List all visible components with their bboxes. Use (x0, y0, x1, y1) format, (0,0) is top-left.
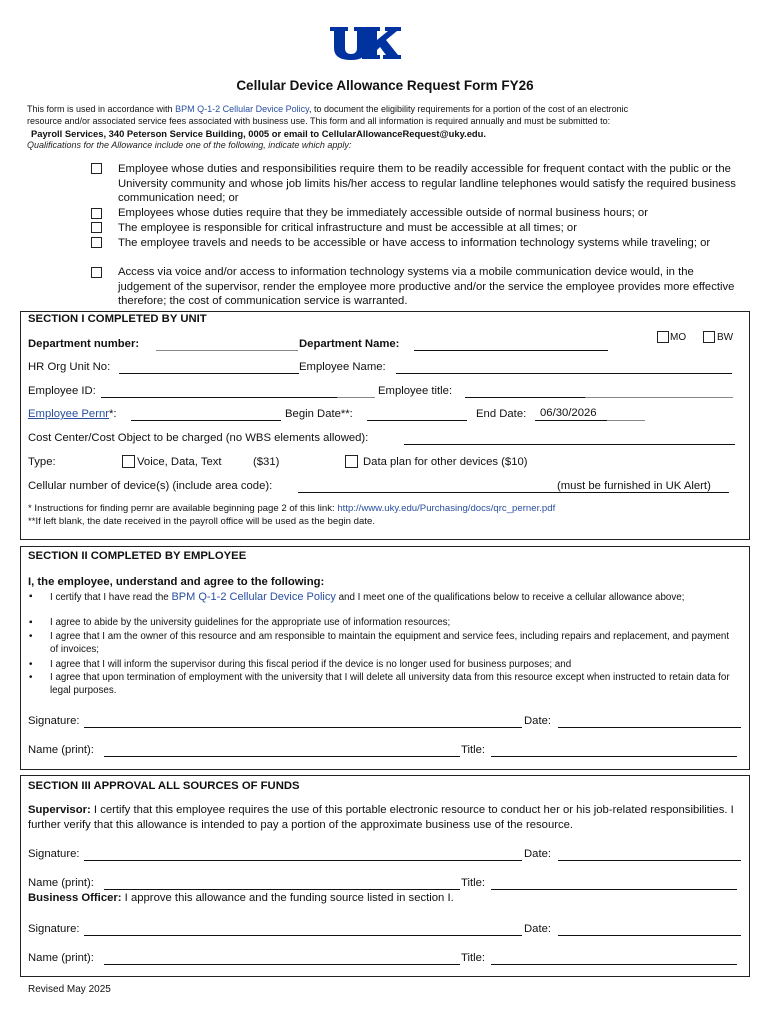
s3-supervisor-name-field[interactable] (104, 889, 460, 890)
bullet-5: I agree that upon termination of employment with the university that I will delete all university data from this resource except when instructed to retain data for legal purposes. (50, 672, 730, 696)
bw-checkbox[interactable] (703, 331, 715, 343)
s3-officer-date-field[interactable] (558, 935, 741, 936)
voice-data-text-amount: ($31) (253, 456, 280, 468)
business-officer-statement: Business Officer: I approve this allowance and the funding source listed in section I. (28, 892, 454, 904)
section-2-heading: I, the employee, understand and agree to the following: (28, 576, 325, 588)
bullet-marker-1: ▪ (29, 591, 33, 602)
begin-date-note: **If left blank, the date received in the payroll office will be used as the begin date. (28, 516, 376, 527)
s3-title2-label: Title: (461, 952, 486, 964)
s2-date-label: Date: (524, 715, 552, 727)
pernr-link[interactable]: Employee Pernr (28, 408, 109, 420)
cost-center-label: Cost Center/Cost Object to be charged (no WBS elements allowed): (28, 432, 369, 444)
employee-title-label: Employee title: (378, 385, 453, 397)
cell-number-field[interactable] (298, 492, 729, 493)
s2-signature-label: Signature: (28, 715, 80, 727)
qualification-3: The employee is responsible for critical infrastructure and must be accessible at all times; or (118, 222, 577, 234)
s3-supervisor-signature-field[interactable] (84, 860, 522, 861)
pernr-instructions-link[interactable]: http://www.uky.edu/Purchasing/docs/qrc_perner.pdf (337, 503, 556, 514)
dept-number-label: Department number: (28, 338, 140, 350)
end-date-label: End Date: (476, 408, 527, 420)
dept-name-field[interactable] (414, 350, 608, 351)
s3-signature2-label: Signature: (28, 923, 80, 935)
uk-logo (328, 24, 402, 62)
s3-supervisor-title-field[interactable] (491, 889, 737, 890)
qualifications-intro: Qualifications for the Allowance include one of the following, indicate which apply: (27, 140, 352, 150)
form-title: Cellular Device Allowance Request Form FY26 (236, 78, 534, 93)
qualification-5: Access via voice and/or access to information technology systems via a mobile communication device would, in the judgement of the supervisor, render the employee more productive and/or the service the employee provides more effective therefore; the cost of communication service is warranted. (118, 266, 735, 307)
bullet-marker-5: • (29, 672, 33, 683)
bullet-2: I agree to abide by the university guidelines for the appropriate use of information resources; (50, 617, 451, 628)
dept-number-field[interactable] (156, 350, 298, 351)
qualification-4: The employee travels and needs to be accessible or have access to information technology systems while traveling; or (118, 237, 711, 249)
bullet-marker-3: • (29, 631, 33, 642)
s2-name-label: Name (print): (28, 744, 94, 756)
s3-officer-title-field[interactable] (491, 964, 737, 965)
s2-name-field[interactable] (104, 756, 460, 757)
bullet-marker-4: • (29, 659, 33, 670)
mo-label: MO (670, 332, 687, 343)
begin-date-field[interactable] (367, 420, 467, 421)
bullet-4: I agree that I will inform the supervisor during this fiscal period if the device is no longer used for business purposes; and (50, 659, 572, 670)
s3-title-label: Title: (461, 877, 486, 889)
qualification-checkbox-4[interactable] (91, 237, 102, 248)
employee-id-field-ext (337, 397, 375, 398)
qualification-checkbox-5[interactable] (91, 267, 102, 278)
s3-officer-name-field[interactable] (104, 964, 460, 965)
data-plan-label: Data plan for other devices ($10) (363, 456, 528, 468)
employee-id-field[interactable] (101, 397, 337, 398)
qualification-checkbox-2[interactable] (91, 208, 102, 219)
s3-officer-signature-field[interactable] (84, 935, 522, 936)
end-date-field[interactable] (535, 420, 607, 421)
s3-name2-label: Name (print): (28, 952, 94, 964)
pernr-field[interactable] (131, 420, 281, 421)
end-date-value[interactable]: 06/30/2026 (540, 407, 597, 419)
revised-date: Revised May 2025 (28, 984, 111, 995)
supervisor-statement: Supervisor: I certify that this employee requires the use of this portable electronic resource to conduct her or his job-related responsibilities. I further verify that this allowance is intended to pay a portion of the approximate business use of the resource. (28, 804, 734, 831)
voice-data-text-label: Voice, Data, Text (137, 456, 222, 468)
employee-title-field-ext (585, 397, 733, 398)
employee-name-label: Employee Name: (299, 361, 386, 373)
hr-org-field[interactable] (119, 373, 299, 374)
end-date-field-ext (607, 420, 645, 421)
qualification-1: Employee whose duties and responsibilities require them to be readily accessible for frequent contact with the public or the University community and whose job limits his/her access to regular landline telephones would satisfy the required business communication need; or (118, 163, 736, 204)
s3-signature-label: Signature: (28, 848, 80, 860)
policy-link[interactable]: BPM Q-1-2 Cellular Device Policy (175, 104, 309, 114)
cost-center-field[interactable] (404, 444, 735, 445)
data-plan-checkbox[interactable] (345, 455, 358, 468)
intro-text: This form is used in accordance with BPM Q-1-2 Cellular Device Policy, to document the eligibility requirements for a portion of the cost of an electronic resource and/or associated service fees associated with business use. This form and all information is required annually and must be submitted to: (27, 104, 629, 126)
s2-date-field[interactable] (558, 727, 741, 728)
policy-link-2[interactable]: BPM Q-1-2 Cellular Device Policy (171, 591, 336, 603)
cell-number-note: (must be furnished in UK Alert) (557, 480, 711, 492)
voice-data-text-checkbox[interactable] (122, 455, 135, 468)
submission-address: Payroll Services, 340 Peterson Service Building, 0005 or email to CellularAllowanceRequest@uky.edu. (31, 128, 486, 139)
section-3-title: SECTION III APPROVAL ALL SOURCES OF FUNDS (28, 780, 300, 792)
dept-name-label: Department Name: (299, 338, 400, 350)
s3-date2-label: Date: (524, 923, 552, 935)
employee-title-field[interactable] (465, 397, 585, 398)
bullet-3: I agree that I am the owner of this resource and am responsible to maintain the equipment and service fees, including repairs and replacement, and payment of invoices; (50, 631, 730, 655)
pernr-label: Employee Pernr*: (28, 408, 117, 420)
s2-title-label: Title: (461, 744, 486, 756)
bullet-1: I certify that I have read the BPM Q-1-2 Cellular Device Policy and I meet one of the qualifications below to receive a cellular allowance above; (50, 591, 685, 603)
section-1-title: SECTION I COMPLETED BY UNIT (28, 313, 207, 325)
employee-id-label: Employee ID: (28, 385, 96, 397)
pernr-instructions-note: * Instructions for finding pernr are available beginning page 2 of this link: http://www.uky.edu/Purchasing/docs/qrc_perner.pdf (28, 503, 556, 514)
hr-org-label: HR Org Unit No: (28, 361, 111, 373)
s3-supervisor-date-field[interactable] (558, 860, 741, 861)
s3-date-label: Date: (524, 848, 552, 860)
qualification-2: Employees whose duties require that they be immediately accessible outside of normal business hours; or (118, 207, 648, 219)
mo-checkbox[interactable] (657, 331, 669, 343)
s2-signature-field[interactable] (84, 727, 522, 728)
qualification-checkbox-3[interactable] (91, 222, 102, 233)
qualification-checkbox-1[interactable] (91, 163, 102, 174)
s2-title-field[interactable] (491, 756, 737, 757)
employee-name-field[interactable] (396, 373, 732, 374)
section-2-title: SECTION II COMPLETED BY EMPLOYEE (28, 550, 247, 562)
begin-date-label: Begin Date**: (285, 408, 353, 420)
cell-number-label: Cellular number of device(s) (include area code): (28, 480, 273, 492)
s3-name-label: Name (print): (28, 877, 94, 889)
bullet-marker-2: ▪ (29, 617, 33, 628)
bw-label: BW (717, 332, 734, 343)
logo-text: UK (328, 24, 330, 25)
type-label: Type: (28, 456, 56, 468)
